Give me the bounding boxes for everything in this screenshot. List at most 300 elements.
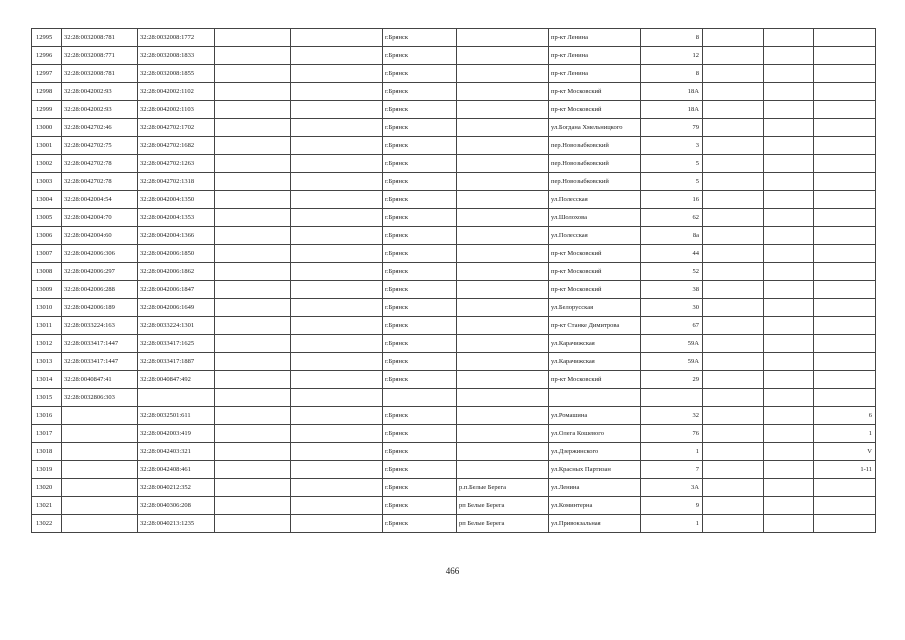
table-cell (291, 317, 383, 335)
table-cell: г.Брянск (383, 461, 457, 479)
table-cell (291, 65, 383, 83)
table-cell: 32:28:0042702:78 (62, 155, 138, 173)
table-row (32, 227, 876, 245)
table-cell: г.Брянск (383, 65, 457, 83)
table-cell (291, 83, 383, 101)
table-cell (764, 65, 814, 83)
table-cell: 13014 (32, 371, 62, 389)
table-cell (215, 245, 291, 263)
table-cell (62, 461, 138, 479)
table-cell (291, 191, 383, 209)
table-cell: 13021 (32, 497, 62, 515)
table-cell: ул.Богдана Хмельницкого (549, 119, 641, 137)
table-cell: р.п.Белые Берега (457, 479, 549, 497)
table-cell (814, 155, 876, 173)
table-body (32, 29, 876, 533)
table-cell: г.Брянск (383, 497, 457, 515)
table-cell: 32:28:0032008:781 (62, 65, 138, 83)
table-cell: 38 (641, 281, 703, 299)
table-cell (814, 353, 876, 371)
table-cell (814, 335, 876, 353)
table-cell: г.Брянск (383, 425, 457, 443)
table-cell: г.Брянск (383, 119, 457, 137)
table-cell: 13015 (32, 389, 62, 407)
table-cell: пер.Новозыбковский (549, 173, 641, 191)
table-cell: г.Брянск (383, 335, 457, 353)
table-cell (215, 227, 291, 245)
table-cell (457, 281, 549, 299)
table-cell (703, 29, 764, 47)
table-cell (215, 209, 291, 227)
table-cell (215, 29, 291, 47)
table-cell: ул.Привокзальная (549, 515, 641, 533)
table-cell (457, 29, 549, 47)
table-cell (291, 29, 383, 47)
table-cell: 13011 (32, 317, 62, 335)
table-cell (641, 389, 703, 407)
table-cell: 13005 (32, 209, 62, 227)
table-cell: г.Брянск (383, 281, 457, 299)
table-cell (703, 119, 764, 137)
table-cell: 32:28:0040212:352 (138, 479, 215, 497)
table-cell (764, 425, 814, 443)
table-cell (215, 497, 291, 515)
table-cell: г.Брянск (383, 443, 457, 461)
table-cell: пр-кт Станке Димитрова (549, 317, 641, 335)
table-row (32, 281, 876, 299)
table-cell (215, 155, 291, 173)
table-cell: г.Брянск (383, 515, 457, 533)
table-cell: 32:28:0033224:163 (62, 317, 138, 335)
table-cell (814, 317, 876, 335)
table-cell: пр-кт Московский (549, 101, 641, 119)
table-cell (62, 497, 138, 515)
table-row (32, 83, 876, 101)
table-cell: 13009 (32, 281, 62, 299)
table-cell: 32:28:0033417:1625 (138, 335, 215, 353)
table-row (32, 425, 876, 443)
table-cell: ул.Карачижская (549, 335, 641, 353)
table-cell: 32:28:0042006:189 (62, 299, 138, 317)
table-cell: 16 (641, 191, 703, 209)
table-cell (291, 137, 383, 155)
table-cell (215, 101, 291, 119)
table-cell: 8 (641, 29, 703, 47)
table-cell: 3А (641, 479, 703, 497)
table-cell (764, 155, 814, 173)
table-cell: ул.Шолохова (549, 209, 641, 227)
table-cell (457, 227, 549, 245)
table-cell (215, 407, 291, 425)
table-row (32, 65, 876, 83)
table-cell: 13019 (32, 461, 62, 479)
table-cell: 13013 (32, 353, 62, 371)
table-cell (764, 119, 814, 137)
table-cell: 32:28:0042403:321 (138, 443, 215, 461)
table-cell: 13022 (32, 515, 62, 533)
table-cell: г.Брянск (383, 245, 457, 263)
table-cell: 32:28:0032806:303 (62, 389, 138, 407)
table-cell (814, 245, 876, 263)
table-row (32, 497, 876, 515)
table-cell (764, 299, 814, 317)
table-cell (215, 515, 291, 533)
table-cell (215, 137, 291, 155)
table-cell (291, 245, 383, 263)
table-cell: г.Брянск (383, 407, 457, 425)
table-cell: 32:28:0032008:781 (62, 29, 138, 47)
table-cell (291, 299, 383, 317)
table-cell (703, 479, 764, 497)
table-cell: 32:28:0040306:208 (138, 497, 215, 515)
table-cell: пр-кт Московский (549, 281, 641, 299)
table-cell (457, 65, 549, 83)
table-cell (814, 227, 876, 245)
table-cell: 32:28:0042004:1350 (138, 191, 215, 209)
table-cell: г.Брянск (383, 173, 457, 191)
table-cell (703, 497, 764, 515)
table-cell: ул.Полесская (549, 191, 641, 209)
table-cell (457, 407, 549, 425)
table-cell: 32:28:0042702:1682 (138, 137, 215, 155)
table-cell: 76 (641, 425, 703, 443)
table-row (32, 209, 876, 227)
table-row (32, 101, 876, 119)
table-cell: 32:28:0032008:771 (62, 47, 138, 65)
table-cell: 32:28:0042006:306 (62, 245, 138, 263)
table-cell: 32:28:0033224:1301 (138, 317, 215, 335)
table-cell: пр-кт Московский (549, 263, 641, 281)
table-cell (703, 281, 764, 299)
table-cell (814, 263, 876, 281)
table-cell: 29 (641, 371, 703, 389)
table-cell (703, 353, 764, 371)
table-cell (457, 137, 549, 155)
table-cell: 12996 (32, 47, 62, 65)
table-cell: 13006 (32, 227, 62, 245)
table-cell (703, 371, 764, 389)
table-cell (383, 389, 457, 407)
table-row (32, 353, 876, 371)
table-cell: 32:28:0033417:1447 (62, 353, 138, 371)
table-cell: ул.Красных Партизан (549, 461, 641, 479)
table-row (32, 317, 876, 335)
table-row (32, 119, 876, 137)
table-cell (291, 335, 383, 353)
table-cell: г.Брянск (383, 29, 457, 47)
table-cell (703, 425, 764, 443)
table-cell (215, 173, 291, 191)
table-cell (457, 245, 549, 263)
table-cell (457, 299, 549, 317)
table-cell (291, 497, 383, 515)
table-cell: 32:28:0040847:41 (62, 371, 138, 389)
table-cell (62, 407, 138, 425)
table-cell: 32:28:0042702:1263 (138, 155, 215, 173)
table-cell (215, 389, 291, 407)
table-cell (138, 389, 215, 407)
table-cell: 32:28:0042006:1850 (138, 245, 215, 263)
table-cell: 13002 (32, 155, 62, 173)
table-cell (703, 209, 764, 227)
table-cell: 32:28:0042004:54 (62, 191, 138, 209)
table-cell: 32:28:0032008:1855 (138, 65, 215, 83)
table-cell: 32:28:0042408:461 (138, 461, 215, 479)
table-cell (814, 173, 876, 191)
table-cell (703, 515, 764, 533)
table-cell: 13003 (32, 173, 62, 191)
table-cell (703, 335, 764, 353)
table-cell: 12997 (32, 65, 62, 83)
table-cell (764, 497, 814, 515)
table-cell (457, 155, 549, 173)
table-cell: г.Брянск (383, 83, 457, 101)
table-cell (457, 371, 549, 389)
table-cell (764, 101, 814, 119)
table-cell (215, 83, 291, 101)
table-cell: ул.Белорусская (549, 299, 641, 317)
table-cell (457, 461, 549, 479)
table-cell (703, 191, 764, 209)
table-cell (457, 101, 549, 119)
table-cell: ул.Карачижская (549, 353, 641, 371)
table-cell (814, 47, 876, 65)
table-cell (764, 461, 814, 479)
table-cell: 13016 (32, 407, 62, 425)
table-row (32, 191, 876, 209)
table-cell: 13007 (32, 245, 62, 263)
table-cell: 32 (641, 407, 703, 425)
table-cell (215, 47, 291, 65)
table-cell (62, 479, 138, 497)
table-cell: пер.Новозыбковский (549, 155, 641, 173)
table-cell: 18А (641, 101, 703, 119)
table-cell (703, 137, 764, 155)
table-cell (703, 101, 764, 119)
table-cell: г.Брянск (383, 299, 457, 317)
table-cell (291, 407, 383, 425)
table-cell: г.Брянск (383, 137, 457, 155)
table-cell (703, 155, 764, 173)
table-cell (291, 389, 383, 407)
table-cell (764, 335, 814, 353)
table-cell (215, 425, 291, 443)
table-cell (291, 353, 383, 371)
table-cell: ул.Олега Кошевого (549, 425, 641, 443)
table-cell (457, 353, 549, 371)
table-cell: 32:28:0042702:75 (62, 137, 138, 155)
table-row (32, 371, 876, 389)
table-cell (291, 47, 383, 65)
table-cell (215, 353, 291, 371)
table-cell: 30 (641, 299, 703, 317)
table-cell: 1 (641, 515, 703, 533)
table-cell: г.Брянск (383, 155, 457, 173)
table-cell (764, 407, 814, 425)
table-cell: 32:28:0042006:1649 (138, 299, 215, 317)
table-cell (814, 65, 876, 83)
table-cell (764, 479, 814, 497)
table-cell (62, 443, 138, 461)
table-cell (457, 389, 549, 407)
table-cell: г.Брянск (383, 353, 457, 371)
table-cell: 32:28:0040847:492 (138, 371, 215, 389)
table-cell (62, 425, 138, 443)
table-cell (291, 173, 383, 191)
table-row (32, 335, 876, 353)
table-cell (764, 281, 814, 299)
table-cell: 12998 (32, 83, 62, 101)
table-cell: 32:28:0042006:288 (62, 281, 138, 299)
table-cell (814, 191, 876, 209)
table-cell: 32:28:0042002:1103 (138, 101, 215, 119)
table-cell (814, 29, 876, 47)
table-cell: г.Брянск (383, 263, 457, 281)
table-cell: 18А (641, 83, 703, 101)
table-cell (764, 47, 814, 65)
table-cell (291, 281, 383, 299)
table-cell: 32:28:0040213:1235 (138, 515, 215, 533)
table-cell: пр-кт Ленина (549, 65, 641, 83)
table-cell (814, 209, 876, 227)
table-cell: 32:28:0042004:70 (62, 209, 138, 227)
table-cell (703, 245, 764, 263)
table-cell (814, 101, 876, 119)
table-cell (291, 443, 383, 461)
table-row (32, 389, 876, 407)
table-cell: г.Брянск (383, 191, 457, 209)
table-cell: г.Брянск (383, 371, 457, 389)
table-cell (457, 317, 549, 335)
table-cell: 59А (641, 353, 703, 371)
table-cell (764, 317, 814, 335)
table-cell (764, 353, 814, 371)
table-cell: 32:28:0042004:60 (62, 227, 138, 245)
table-cell: 52 (641, 263, 703, 281)
table-cell: 1 (641, 443, 703, 461)
table-cell: ул.Полесская (549, 227, 641, 245)
table-cell: 32:28:0042002:93 (62, 101, 138, 119)
table-cell (814, 83, 876, 101)
table-cell (703, 83, 764, 101)
table-cell: пер.Новозыбковский (549, 137, 641, 155)
table-cell: 7 (641, 461, 703, 479)
page-number: 466 (445, 566, 460, 576)
table-cell (291, 371, 383, 389)
table-cell: 32:28:0033417:1447 (62, 335, 138, 353)
table-cell: 59А (641, 335, 703, 353)
table-cell: пр-кт Ленина (549, 47, 641, 65)
table-cell: 6 (814, 407, 876, 425)
table-cell: 12995 (32, 29, 62, 47)
table-cell (814, 389, 876, 407)
table-cell (764, 83, 814, 101)
table-cell: 13020 (32, 479, 62, 497)
table-cell: пр-кт Московский (549, 245, 641, 263)
table-cell (814, 119, 876, 137)
table-cell: пр-кт Московский (549, 371, 641, 389)
table-row (32, 137, 876, 155)
table-cell (814, 137, 876, 155)
table-cell (764, 137, 814, 155)
table-cell (457, 443, 549, 461)
table-cell (291, 515, 383, 533)
table-cell: ул.Коминтерна (549, 497, 641, 515)
table-cell (457, 263, 549, 281)
table-cell: 32:28:0032008:1772 (138, 29, 215, 47)
table-cell: г.Брянск (383, 209, 457, 227)
registry-table (31, 28, 876, 533)
registry-table-container (31, 28, 876, 533)
table-cell (764, 371, 814, 389)
table-cell: 12999 (32, 101, 62, 119)
table-cell: 13012 (32, 335, 62, 353)
table-cell (457, 191, 549, 209)
table-cell: рп Белые Берега (457, 497, 549, 515)
table-cell (291, 227, 383, 245)
table-cell: 32:28:0042006:1862 (138, 263, 215, 281)
table-cell (703, 461, 764, 479)
table-cell (457, 173, 549, 191)
table-cell (703, 443, 764, 461)
table-cell: 32:28:0042006:297 (62, 263, 138, 281)
table-cell: пр-кт Московский (549, 83, 641, 101)
table-cell (215, 65, 291, 83)
table-cell: пр-кт Ленина (549, 29, 641, 47)
table-cell: V (814, 443, 876, 461)
table-cell: рп Белые Берега (457, 515, 549, 533)
table-cell (215, 317, 291, 335)
table-cell (215, 263, 291, 281)
table-cell (457, 119, 549, 137)
table-cell (764, 515, 814, 533)
table-cell: ул.Ромашина (549, 407, 641, 425)
table-cell: 13017 (32, 425, 62, 443)
table-cell: 32:28:0042702:78 (62, 173, 138, 191)
table-cell (764, 29, 814, 47)
table-cell (291, 461, 383, 479)
table-cell: г.Брянск (383, 227, 457, 245)
table-cell: 3 (641, 137, 703, 155)
table-cell: ул.Дзержинского (549, 443, 641, 461)
table-cell (291, 155, 383, 173)
table-cell (215, 479, 291, 497)
table-cell: 32:28:0042006:1847 (138, 281, 215, 299)
table-row (32, 443, 876, 461)
table-cell: 8а (641, 227, 703, 245)
table-cell: г.Брянск (383, 47, 457, 65)
table-cell (703, 407, 764, 425)
table-cell (703, 227, 764, 245)
table-cell: 32:28:0042004:1353 (138, 209, 215, 227)
table-cell (457, 209, 549, 227)
table-cell: 8 (641, 65, 703, 83)
table-cell (764, 191, 814, 209)
table-cell: 13018 (32, 443, 62, 461)
table-cell (703, 173, 764, 191)
table-cell (291, 425, 383, 443)
table-cell: 5 (641, 155, 703, 173)
table-cell: 32:28:0042004:1366 (138, 227, 215, 245)
table-cell: 67 (641, 317, 703, 335)
table-cell (291, 119, 383, 137)
table-cell (291, 479, 383, 497)
table-row (32, 47, 876, 65)
table-row (32, 245, 876, 263)
table-cell (457, 47, 549, 65)
table-cell (215, 443, 291, 461)
table-cell (764, 173, 814, 191)
